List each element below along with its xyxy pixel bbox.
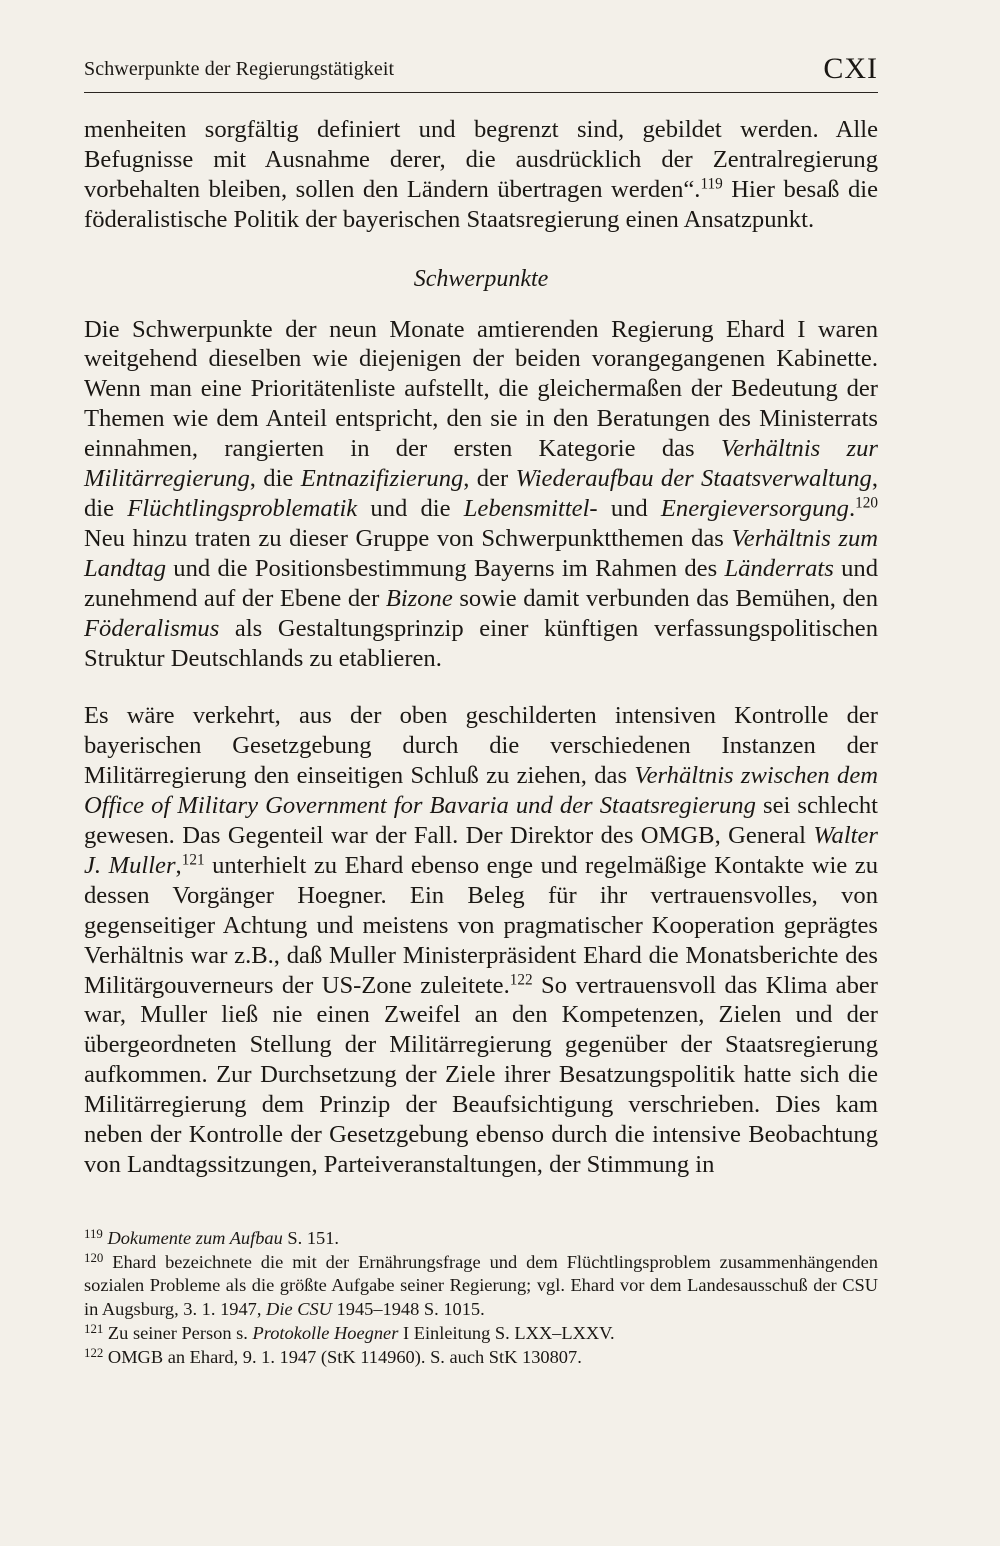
page-header bbox=[84, 52, 878, 93]
page-number: CXI bbox=[823, 52, 878, 85]
paragraph-1: menheiten sorgfältig definiert und begrenzt sind, gebildet werden. Alle Befugnisse mit Ausnahme derer, die ausdrücklich der Zentralregierung vorbehalten bleiben, sollen den Ländern übertragen werden“.$^{119}$ Hier besaß die föderalistische Politik der bayerischen Staatsregierung einen Ansatzpunkt. bbox=[84, 116, 879, 233]
footnote-121: $^{121}$ Zu seiner Person s. Protokolle Hoegner I Einleitung S. LXX–LXXV. bbox=[84, 1322, 615, 1343]
footnote-ref-120[interactable]: 120 bbox=[855, 494, 878, 512]
footnote-120: $^{120}$ Ehard bezeichnete die mit der Ernährungsfrage und dem Flüchtlingsproblem zusammenhängenden sozialen Probleme als die größte Aufgabe seiner Regierung; vgl. Ehard vor dem Landesausschuß der CSU in Augsburg, 3. 1. 1947, Die CSU 1945–1948 S. 1015. bbox=[84, 1250, 878, 1320]
footnote-122: $^{122}$ OMGB an Ehard, 9. 1. 1947 (StK 114960). S. auch StK 130807. bbox=[84, 1345, 582, 1367]
footnote-ref-122[interactable]: 122 bbox=[509, 971, 533, 989]
footnotes bbox=[84, 1227, 878, 1369]
running-title: Schwerpunkte der Regierungstätigkeit bbox=[84, 58, 395, 80]
body-text bbox=[84, 115, 878, 1180]
paragraph-3: Es wäre verkehrt, aus der oben geschilderten intensiven Kontrolle der bayerischen Gesetzgebung durch die verschiedenen Instanzen der Militärregierung den einseitigen Schluß zu ziehen, das Verhältnis zwischen dem Office of Military Government for Bavaria und der Staatsregierung sei schlecht gewesen. Das Gegenteil war der Fall. Der Direktor des OMGB, General Walter J. Muller,$^{121}$ unterhielt zu Ehard ebenso enge und regelmäßige Kontakte wie zu dessen Vorgänger Hoegner. Ein Beleg für ihr vertrauensvolles, von gegenseitiger Achtung und meistens von pragmatischer Kooperation geprägtes Verhältnis war z.B., daß Muller Ministerpräsident Ehard die Monatsberichte des Militärgouverneurs der US-Zone zuleitete.$^{122}$ So vertrauensvoll das Klima aber war, Muller ließ nie einen Zweifel an den Kompetenzen, Zielen und der übergeordneten Stellung der Militärregierung gegenüber der Staatsregierung aufkommen. Zur Durchsetzung der Ziele ihrer Besatzungspolitik hatte sich die Militärregierung dem Prinzip der Beaufsichtigung verschrieben. Dies kam neben der Kontrolle der Gesetzgebung ebenso durch die intensive Beobachtung von Landtagssitzungen, Parteiveranstaltungen, der Stimmung in bbox=[84, 702, 879, 1178]
paragraph-2: Die Schwerpunkte der neun Monate amtierenden Regierung Ehard I waren weitgehend dieselben wie diejenigen der beiden vorangegangenen Kabinette. Wenn man eine Prioritätenliste aufstellt, die gleichermaßen der Bedeutung der Themen wie dem Anteil entspricht, den sie in den Beratungen des Ministerrats einnahmen, rangierten in der ersten Kategorie das Verhältnis zur Militärregierung, die Entnazifizierung, der Wiederaufbau der Staatsverwaltung, die Flüchtlingsproblematik und die Lebensmittel- und Energieversorgung.$^{120}$ Neu hinzu traten zu dieser Gruppe von Schwerpunktthemen das Verhältnis zum Landtag und die Positionsbestimmung Bayerns im Rahmen des Länderrats und zunehmend auf der Ebene der Bizone sowie damit verbunden das Bemühen, den Föderalismus als Gestaltungsprinzip einer künftigen verfassungspolitischen Struktur Deutschlands zu etablieren. bbox=[84, 315, 879, 672]
footnote-ref-121[interactable]: 121 bbox=[181, 851, 205, 869]
footnote-119: $^{119}$ Dokumente zum Aufbau S. 151. bbox=[84, 1227, 340, 1248]
footnote-ref-119[interactable]: 119 bbox=[700, 175, 723, 193]
section-heading: Schwerpunkte bbox=[413, 265, 549, 292]
